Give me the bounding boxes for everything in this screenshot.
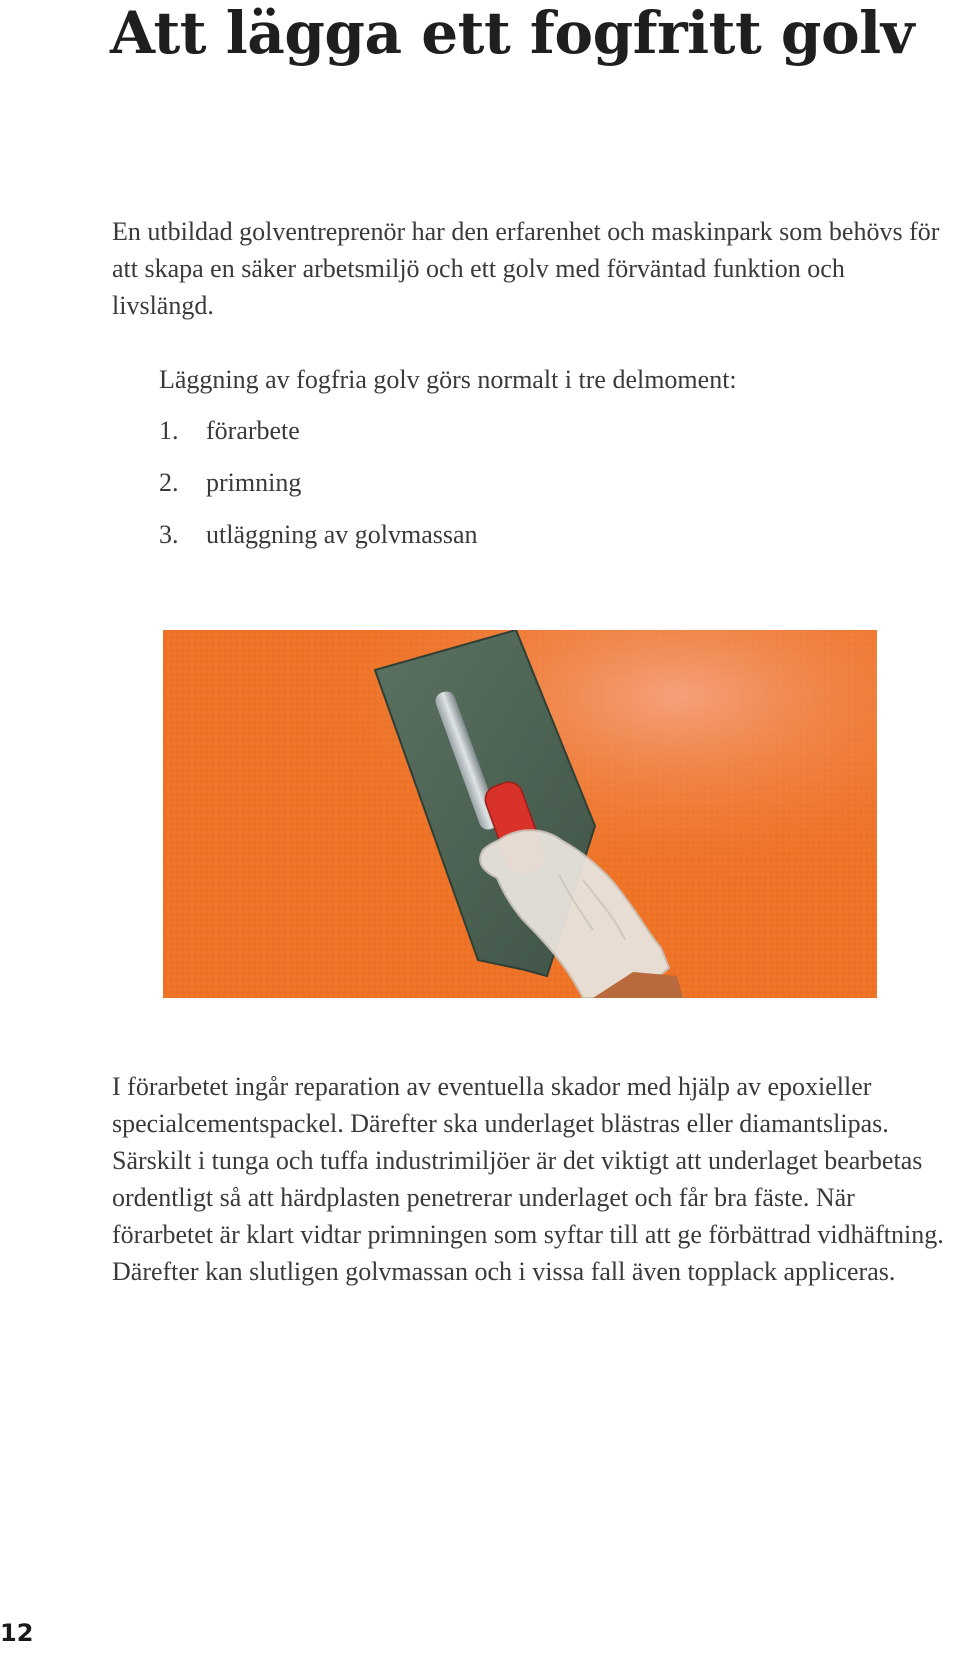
step-number: 2. <box>159 468 179 497</box>
page-title: Att lägga ett fogfritt golv <box>110 0 914 67</box>
list-item <box>159 412 478 464</box>
trowel-illustration <box>163 630 877 998</box>
page-number: 12 <box>0 1619 34 1647</box>
intro-paragraph: En utbildad golventreprenör har den erfarenhet och maskinpark som behövs för att skapa en säker arbetsmiljö och ett golv med förväntad funktion och livslängd. <box>112 217 940 320</box>
step-label: primning <box>206 468 302 497</box>
step-number: 1. <box>159 416 179 445</box>
list-item <box>159 464 478 516</box>
steps-lead: Läggning av fogfria golv görs normalt i tre delmoment: <box>159 365 737 394</box>
step-label: utläggning av golvmassan <box>206 520 478 549</box>
steps-list <box>159 412 478 568</box>
step-label: förarbete <box>206 416 300 445</box>
body-paragraph: I förarbetet ingår reparation av eventuella skador med hjälp av epoxieller specialcementspackel. Därefter ska underlaget blästras eller diamantslipas. Särskilt i tunga och tuffa industrimiljöer är det viktigt att underlaget bearbetas ordentligt så att härdplasten penetrerar underlaget och får bra fäste. När förarbetet är klart vidtar primningen som syftar till att ge förbättrad vidhäftning. Därefter kan slutligen golvmassan och i vissa fall även topplack appliceras. <box>112 1072 944 1286</box>
list-item <box>159 516 478 568</box>
trowel-photo <box>163 630 877 998</box>
step-number: 3. <box>159 520 179 549</box>
